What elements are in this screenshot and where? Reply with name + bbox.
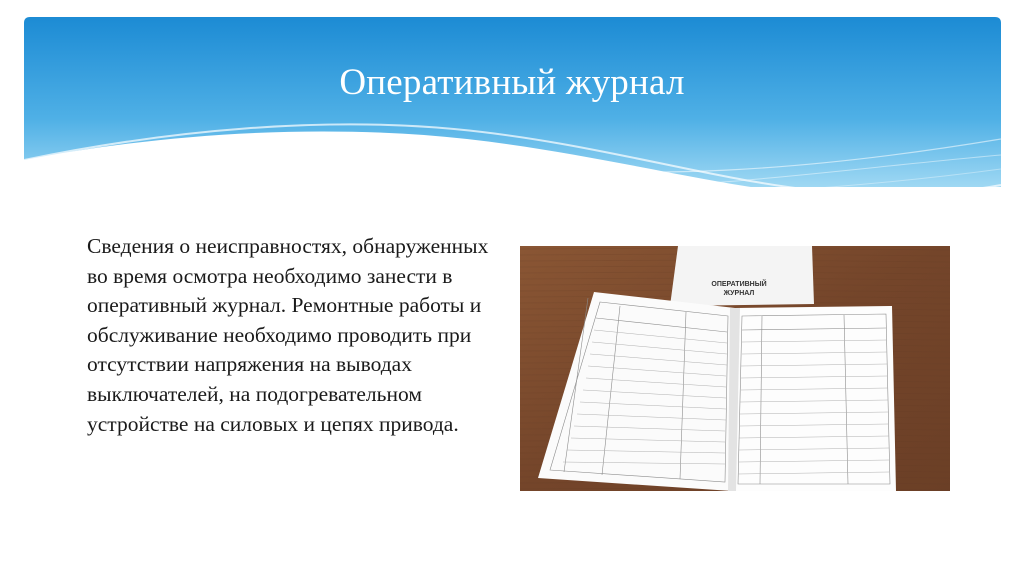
logbook-photo-icon — [520, 246, 950, 491]
logbook-photo — [520, 246, 950, 491]
cover-title-line1: ОПЕРАТИВНЫЙ — [711, 281, 767, 288]
wave-banner-graphic — [24, 17, 1001, 217]
body-paragraph: Сведения о неисправностях, обнаруженных во время осмотра необходимо занести в оперативный журнал. Ремонтные работы и обслуживание необходимо проводить при отсутствии напряжения на выводах выключателей, на подогревательном устройстве на силовых и цепях привода. — [87, 234, 489, 436]
cover-title-line2: ЖУРНАЛ — [723, 290, 755, 297]
page-title: Оперативный журнал — [339, 62, 685, 103]
header-banner — [24, 17, 1001, 217]
